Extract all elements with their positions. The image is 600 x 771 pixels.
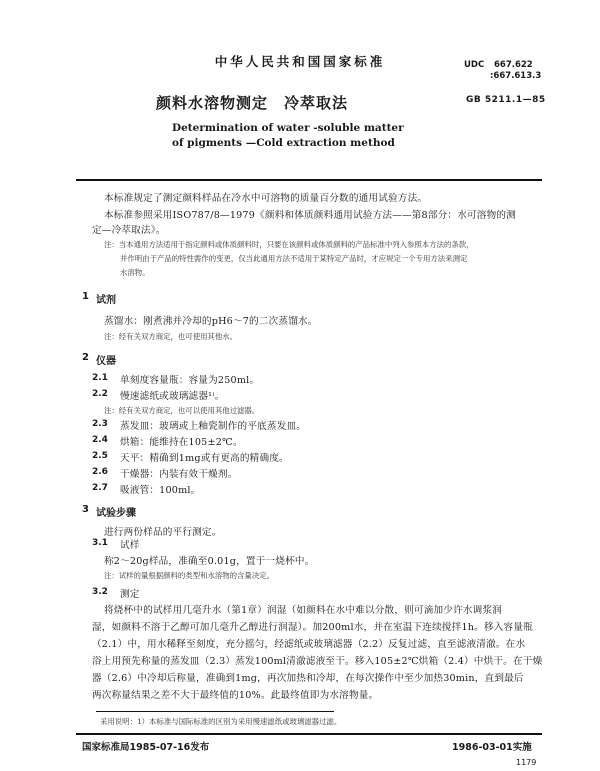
footnote: 采用说明：1）本标准与国际标准的区别为采用慢速滤纸或玻璃滤器过滤。 bbox=[100, 717, 342, 726]
intro-paragraph-1: 本标准规定了测定颜料样品在冷水中可溶物的质量百分数的通用试验方法。 bbox=[104, 193, 428, 204]
procedure-line-6: 两次称量结果之差不大于最终值的10%。此最终值即为水溶物量。 bbox=[92, 690, 379, 701]
procedure-line-2: 湿，如颜料不溶于乙醇可加几毫升乙醇进行润湿）。加200ml水，并在室温下连续搅拌1h。移入容量瓶 bbox=[92, 622, 533, 633]
document-title-cn: 颜料水溶物测定 冷萃取法 bbox=[156, 94, 349, 112]
section-2-note: 注：经有关双方商定，也可以使用其他过滤器。 bbox=[104, 406, 260, 415]
intro-note-line1: 注：当本通用方法适用于指定颜料或体质颜料时，只要在该颜料或体质颜料的产品标准中列入参照本方法的条款， bbox=[104, 240, 474, 249]
header-rule bbox=[76, 179, 542, 181]
subsection-3-1-number: 3.1 bbox=[92, 538, 108, 548]
national-standard-heading: 中华人民共和国国家标准 bbox=[214, 54, 386, 69]
intro-paragraph-2b: 定—冷萃取法》。 bbox=[92, 225, 166, 236]
page-number: 1179 bbox=[516, 758, 537, 767]
item-2-1-number: 2.1 bbox=[92, 373, 108, 383]
item-2-3-text: 蒸发皿：玻璃或上釉瓷制作的平底蒸发皿。 bbox=[120, 421, 307, 432]
item-2-7-number: 2.7 bbox=[92, 483, 108, 493]
udc-code-1: 667.622 bbox=[494, 60, 533, 70]
item-2-7-text: 吸液管：100ml。 bbox=[120, 485, 201, 496]
section-1-note: 注：经有关双方商定，也可使用其他水。 bbox=[104, 332, 238, 341]
section-3-title: 试验步骤 bbox=[96, 508, 136, 519]
procedure-line-3: （2.1）中，用水稀释至刻度，充分摇匀，经滤纸或玻璃滤器（2.2）反复过滤，直至滤液清澈。在水 bbox=[92, 639, 526, 650]
udc-label: UDC bbox=[464, 60, 485, 70]
section-2-number: 2 bbox=[82, 352, 89, 363]
section-3-number: 3 bbox=[82, 504, 89, 515]
subsection-3-2-title: 测定 bbox=[120, 589, 140, 600]
footer-rule bbox=[76, 733, 542, 735]
section-3-intro: 进行两份样品的平行测定。 bbox=[104, 527, 222, 538]
section-2-title: 仪器 bbox=[96, 356, 116, 367]
issue-date: 国家标准局1985-07-16发布 bbox=[82, 742, 210, 753]
gb-number: GB 5211.1—85 bbox=[466, 95, 546, 105]
procedure-line-5: 器（2.6）中冷却后称量，准确到1mg，再次加热和冷却，在每次操作中至少加热30min，直到最后 bbox=[92, 673, 524, 684]
item-2-6-text: 干燥器：内装有效干燥剂。 bbox=[120, 469, 238, 480]
procedure-line-1: 将烧杯中的试样用几毫升水（第1章）润湿（如颜料在水中难以分散，则可滴加少许水调浆润 bbox=[104, 605, 503, 616]
section-1-text: 蒸馏水：刚煮沸并冷却的pH6～7的二次蒸馏水。 bbox=[104, 316, 318, 327]
item-2-4-number: 2.4 bbox=[92, 435, 108, 445]
subsection-3-1-note: 注：试样的量根据颜料的类型和水溶物的含量决定。 bbox=[104, 571, 274, 580]
document-title-en-line1: Determination of water -soluble matter bbox=[172, 122, 404, 134]
item-2-3-number: 2.3 bbox=[92, 419, 108, 429]
procedure-line-4: 浴上用预先称量的蒸发皿（2.3）蒸发100ml清澈滤液至干。移入105±2℃烘箱（2.4）中烘干。在干燥 bbox=[92, 656, 543, 667]
intro-paragraph-2a: 本标准参照采用ISO787/8—1979《颜料和体质颜料通用试验方法——第8部分：水可溶物的测 bbox=[104, 210, 516, 221]
item-2-1-text: 单刻度容量瓶：容量为250ml。 bbox=[120, 375, 260, 386]
item-2-2-number: 2.2 bbox=[92, 389, 108, 399]
item-2-4-text: 烘箱：能维持在105±2℃。 bbox=[120, 437, 243, 448]
item-2-5-number: 2.5 bbox=[92, 451, 108, 461]
section-1-title: 试剂 bbox=[96, 295, 116, 306]
intro-note-line2: 并作明由于产品的特性需作的变更，仅当此通用方法不适用于某特定产品时，才应规定一个专用方法来测定 bbox=[120, 254, 468, 263]
effective-date: 1986-03-01实施 bbox=[452, 742, 532, 753]
item-2-2-text: 慢速滤纸或玻璃滤器¹⁾。 bbox=[120, 391, 225, 402]
section-1-number: 1 bbox=[82, 291, 89, 302]
intro-note-line3: 水溶物。 bbox=[120, 268, 150, 277]
udc-code-2: :667.613.3 bbox=[490, 71, 542, 81]
subsection-3-2-number: 3.2 bbox=[92, 587, 108, 597]
item-2-5-text: 天平：精确到1mg或有更高的精确度。 bbox=[120, 453, 289, 464]
subsection-3-1-title: 试样 bbox=[120, 540, 140, 551]
footnote-rule bbox=[96, 711, 334, 712]
subsection-3-1-text: 称2～20g样品，准确至0.01g，置于一烧杯中。 bbox=[104, 556, 315, 567]
document-title-en-line2: of pigments —Cold extraction method bbox=[172, 137, 395, 149]
item-2-6-number: 2.6 bbox=[92, 467, 108, 477]
